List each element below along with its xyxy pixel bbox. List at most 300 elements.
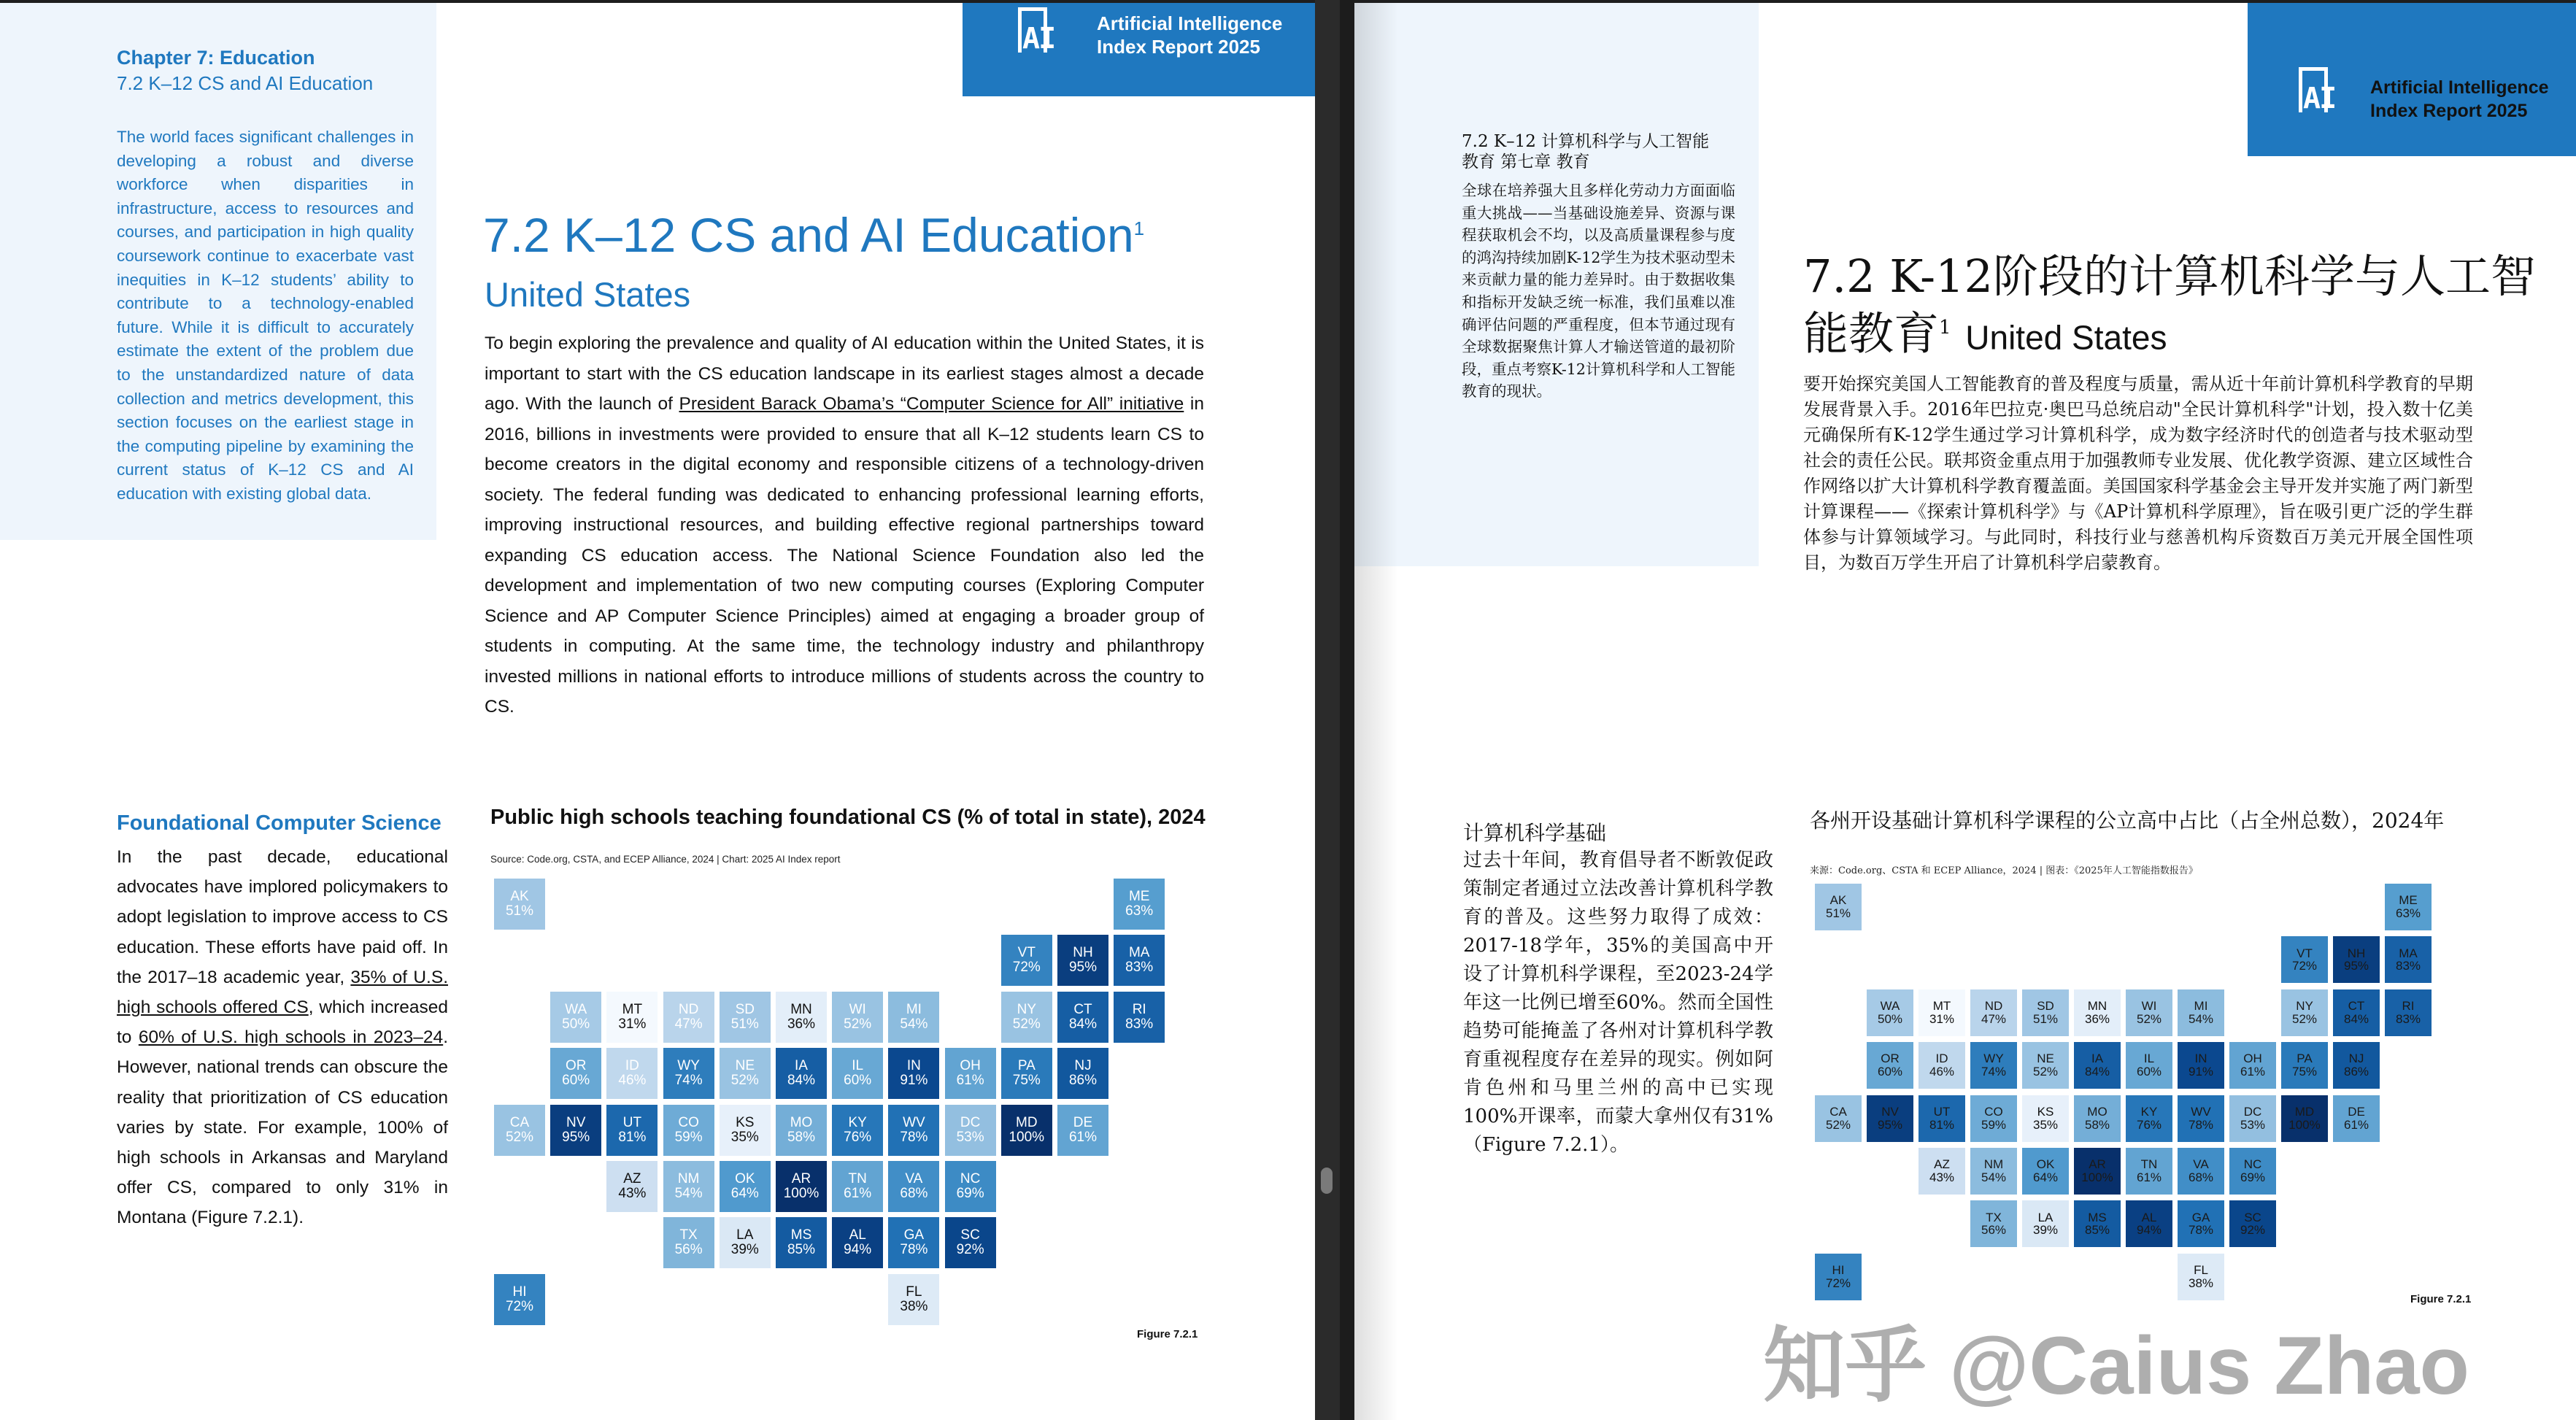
state-code: VT xyxy=(2297,946,2313,960)
state-tile-mi xyxy=(888,992,939,1043)
state-tile-ri xyxy=(1114,992,1165,1043)
state-code: VA xyxy=(2193,1157,2209,1172)
state-value: 68% xyxy=(2188,1170,2214,1184)
state-tile-dc xyxy=(2229,1095,2276,1142)
state-value: 31% xyxy=(1929,1011,1955,1026)
state-value: 84% xyxy=(787,1073,816,1089)
sidebar-summary-zh: 全球在培养强大且多样化劳动力方面面临重大挑战——当基础设施差异、资源与课程获取机会不均，以及高质量课程参与度的鸿沟持续加剧K-12学生为技术驱动型未来贡献力量的能力差异时。由于数据收集和指标开发缺乏统一标准，我们虽难以准确评估问题的严重程度，但本节通过现有全球数据聚焦计算人才输送管道的最初阶段，重点考察K-12计算机科学和人工智能教育的现状。 xyxy=(1462,182,1735,401)
state-code: WV xyxy=(2191,1104,2211,1119)
state-tile-ok xyxy=(720,1161,771,1212)
state-tile-ia xyxy=(2074,1042,2121,1089)
figure-label-zh: Figure 7.2.1 xyxy=(2410,1293,2472,1305)
state-tile-vt xyxy=(1001,935,1052,986)
state-code: MI xyxy=(2194,998,2208,1013)
intro-paragraph xyxy=(485,328,1204,722)
state-value: 100% xyxy=(783,1186,820,1201)
state-code: LA xyxy=(2037,1210,2054,1224)
state-code: NE xyxy=(2037,1052,2054,1066)
state-tile-dc xyxy=(945,1105,996,1156)
state-code: NM xyxy=(1983,1157,2004,1172)
state-tile-fl xyxy=(2178,1254,2224,1300)
state-value: 83% xyxy=(2395,1011,2421,1026)
state-tile-nd xyxy=(663,992,714,1043)
state-code: OK xyxy=(2036,1157,2055,1172)
state-code: WY xyxy=(677,1058,700,1074)
state-code: AZ xyxy=(623,1171,641,1187)
state-value: 95% xyxy=(1877,1117,1903,1132)
state-value: 83% xyxy=(2395,959,2421,973)
state-value: 51% xyxy=(505,903,534,919)
state-value: 68% xyxy=(900,1186,928,1201)
state-code: KY xyxy=(2140,1104,2158,1119)
state-value: 91% xyxy=(900,1073,928,1089)
state-tile-ms xyxy=(2074,1200,2121,1247)
state-code: NC xyxy=(960,1171,981,1187)
state-code: MT xyxy=(1932,998,1951,1013)
state-value: 84% xyxy=(2343,1011,2369,1026)
state-tile-ma xyxy=(2385,936,2432,983)
state-code: SC xyxy=(960,1227,980,1243)
state-tile-il xyxy=(2126,1042,2172,1089)
state-tile-hi xyxy=(1815,1254,1862,1300)
state-tile-ks xyxy=(720,1105,771,1156)
state-code: IN xyxy=(906,1058,921,1074)
state-value: 51% xyxy=(1825,906,1851,920)
state-value: 95% xyxy=(1068,960,1098,976)
state-value: 35% xyxy=(730,1129,759,1145)
chart-source-zh: 来源：Code.org、CSTA 和 ECEP Alliance，2024 | 图表：《2025年人工智能指数报告》 xyxy=(1810,865,2198,876)
state-code: VA xyxy=(905,1171,923,1187)
left-page xyxy=(0,3,1315,1420)
state-code: MO xyxy=(2087,1104,2108,1119)
state-value: 94% xyxy=(844,1242,872,1258)
state-code: NY xyxy=(1017,1001,1036,1017)
state-value: 72% xyxy=(1825,1276,1851,1290)
state-tile-tx xyxy=(663,1217,714,1268)
state-code: WI xyxy=(849,1001,866,1017)
state-value: 39% xyxy=(2032,1223,2059,1238)
state-code: ID xyxy=(1935,1052,1948,1066)
state-tile-vt xyxy=(2281,936,2328,983)
chart-title: Public high schools teaching foundational CS (% of total in state), 2024 xyxy=(490,806,1206,829)
state-value: 64% xyxy=(2032,1170,2059,1184)
state-value: 74% xyxy=(1981,1065,2007,1079)
logo-title xyxy=(2370,76,2549,123)
state-code: IN xyxy=(2194,1052,2207,1066)
state-value: 74% xyxy=(674,1073,703,1089)
state-tile-oh xyxy=(2229,1042,2276,1089)
state-value: 100% xyxy=(2288,1117,2321,1132)
state-code: AL xyxy=(849,1227,866,1243)
state-tile-al xyxy=(832,1217,883,1268)
state-tile-sc xyxy=(945,1217,996,1268)
state-tile-ca xyxy=(494,1105,545,1156)
state-code: HI xyxy=(1832,1262,1845,1277)
ai-index-logo xyxy=(963,3,1315,96)
state-code: FL xyxy=(2194,1262,2208,1277)
state-value: 58% xyxy=(787,1129,816,1145)
sidebar-heading-zh: 7.2 K–12 计算机科学与人工智能教育 第七章 教育 xyxy=(1462,132,1710,171)
ai-logo-glyph: AI xyxy=(2303,82,2336,115)
state-code: ND xyxy=(678,1001,699,1017)
state-code: NH xyxy=(1073,945,1093,961)
state-code: TN xyxy=(848,1171,867,1187)
state-tile-de xyxy=(2333,1095,2380,1142)
state-value: 81% xyxy=(1929,1117,1955,1132)
state-value: 52% xyxy=(1825,1117,1851,1132)
state-code: IA xyxy=(795,1058,808,1074)
state-code: SD xyxy=(735,1001,755,1017)
page-title-text: 7.2 K–12 CS and AI Education xyxy=(483,208,1134,262)
state-value: 43% xyxy=(1929,1170,1955,1184)
stat-2023-link[interactable]: 60% of U.S. high schools in 2023–24 xyxy=(138,1027,444,1048)
state-tile-al xyxy=(2126,1200,2172,1247)
state-tile-wy xyxy=(1970,1042,2017,1089)
state-value: 52% xyxy=(2291,1011,2318,1026)
state-code: PA xyxy=(1017,1058,1036,1074)
state-code: IL xyxy=(852,1058,864,1074)
state-value: 60% xyxy=(562,1073,590,1089)
state-value: 100% xyxy=(2081,1170,2113,1184)
state-tile-ri xyxy=(2385,989,2432,1036)
state-value: 61% xyxy=(956,1073,984,1089)
state-code: LA xyxy=(736,1227,754,1243)
logo-line1: Artificial Intelligence xyxy=(2370,77,2549,98)
state-value: 52% xyxy=(2136,1011,2162,1026)
state-value: 52% xyxy=(2032,1065,2059,1079)
state-code: MS xyxy=(790,1227,812,1243)
footnote-ref[interactable]: 1 xyxy=(1133,217,1145,239)
sidebar-box xyxy=(0,3,436,540)
state-tile-co xyxy=(1970,1095,2017,1142)
right-page xyxy=(1354,3,2576,1420)
state-tile-nc xyxy=(945,1161,996,1212)
foundational-text: . However, national trends can obscure the reality that prioritization of CS education varies by state. For example, 100% of high schools in Arkansas and Maryland offer CS, compared to only 31% in Montana (Figure 7.2.1). xyxy=(117,1027,448,1228)
state-value: 60% xyxy=(1877,1065,1903,1079)
state-tile-mo xyxy=(776,1105,827,1156)
state-value: 64% xyxy=(730,1186,759,1201)
state-code: NV xyxy=(566,1114,586,1130)
state-code: RI xyxy=(1132,1001,1146,1017)
state-tile-sd xyxy=(2022,989,2069,1036)
state-code: KS xyxy=(736,1114,755,1130)
state-code: VT xyxy=(1017,945,1036,961)
state-code: WI xyxy=(2141,998,2157,1013)
state-code: MN xyxy=(790,1001,812,1017)
state-value: 75% xyxy=(1012,1073,1041,1089)
state-tile-in xyxy=(2178,1042,2224,1089)
state-value: 38% xyxy=(2188,1276,2214,1290)
state-tile-ak xyxy=(1815,884,1862,930)
state-code: FL xyxy=(906,1284,922,1300)
state-value: 38% xyxy=(900,1298,928,1314)
state-tile-tn xyxy=(2126,1148,2172,1195)
foundational-cs-heading-zh: 计算机科学基础 xyxy=(1463,821,1607,845)
state-tile-md xyxy=(1001,1105,1052,1156)
state-code: MD xyxy=(2294,1104,2315,1119)
logo-title xyxy=(1097,12,1282,58)
state-value: 86% xyxy=(1068,1073,1098,1089)
state-value: 84% xyxy=(2084,1065,2110,1079)
state-tile-co xyxy=(663,1105,714,1156)
state-value: 51% xyxy=(730,1016,759,1032)
state-code: RI xyxy=(2402,998,2415,1013)
chapter-label: Chapter 7: Education xyxy=(117,47,315,69)
state-code: TX xyxy=(679,1227,698,1243)
state-code: GA xyxy=(2191,1210,2210,1224)
state-tile-mn xyxy=(2074,989,2121,1036)
state-value: 54% xyxy=(2188,1011,2214,1026)
page-title-text: 7.2 K-12阶段的计算机科学与人工智能教育 xyxy=(1803,250,2536,360)
state-value: 54% xyxy=(900,1016,928,1032)
state-tile-ar xyxy=(2074,1148,2121,1195)
state-code: NY xyxy=(2296,998,2313,1013)
state-value: 54% xyxy=(1981,1170,2007,1184)
state-code: OR xyxy=(565,1058,587,1074)
state-value: 47% xyxy=(674,1016,703,1032)
state-code: MA xyxy=(2399,946,2418,960)
state-value: 56% xyxy=(674,1242,703,1258)
state-value: 35% xyxy=(2032,1117,2059,1132)
state-tile-nc xyxy=(2229,1148,2276,1195)
state-code: AL xyxy=(2141,1210,2157,1224)
state-tile-mo xyxy=(2074,1095,2121,1142)
state-code: NJ xyxy=(1074,1058,1092,1074)
state-value: 47% xyxy=(1981,1011,2007,1026)
state-tile-tx xyxy=(1970,1200,2017,1247)
state-code: NJ xyxy=(2348,1052,2364,1066)
state-value: 61% xyxy=(844,1186,872,1201)
state-tile-me xyxy=(2385,884,2432,930)
state-tile-va xyxy=(888,1161,939,1212)
state-code: OR xyxy=(1881,1052,1900,1066)
state-tile-oh xyxy=(945,1048,996,1099)
state-code: KY xyxy=(848,1114,867,1130)
state-value: 94% xyxy=(2136,1223,2162,1238)
state-tile-pa xyxy=(1001,1048,1052,1099)
state-tile-ny xyxy=(1001,992,1052,1043)
state-tile-nh xyxy=(1057,935,1108,986)
state-tile-ak xyxy=(494,879,545,930)
state-code: MS xyxy=(2088,1210,2107,1224)
state-tile-wa xyxy=(550,992,601,1043)
state-code: ME xyxy=(2399,893,2418,908)
ai-index-logo-zh xyxy=(2248,3,2576,156)
state-tile-id xyxy=(1918,1042,1965,1089)
state-value: 100% xyxy=(1009,1129,1045,1145)
state-tile-in xyxy=(888,1048,939,1099)
state-value: 31% xyxy=(618,1016,647,1032)
state-value: 78% xyxy=(900,1242,928,1258)
state-value: 52% xyxy=(505,1129,534,1145)
state-value: 61% xyxy=(2343,1117,2369,1132)
state-tile-ma xyxy=(1114,935,1165,986)
state-value: 81% xyxy=(618,1129,647,1145)
state-tile-ct xyxy=(2333,989,2380,1036)
state-tile-mt xyxy=(606,992,658,1043)
state-tile-la xyxy=(2022,1200,2069,1247)
state-code: CT xyxy=(1073,1001,1092,1017)
page-title-zh xyxy=(1803,251,2562,363)
state-code: TX xyxy=(1986,1210,2002,1224)
state-tile-ne xyxy=(720,1048,771,1099)
state-code: NM xyxy=(677,1171,700,1187)
state-code: GA xyxy=(903,1227,925,1243)
state-value: 51% xyxy=(2032,1011,2059,1026)
state-tile-ky xyxy=(2126,1095,2172,1142)
scrollbar-thumb[interactable] xyxy=(1321,1168,1333,1194)
state-value: 83% xyxy=(1125,960,1154,976)
state-code: NE xyxy=(735,1058,755,1074)
state-tile-mt xyxy=(1918,989,1965,1036)
state-code: OK xyxy=(735,1171,755,1187)
state-value: 63% xyxy=(2395,906,2421,920)
state-value: 54% xyxy=(674,1186,703,1201)
watermark: 知乎 @Caius Zhao xyxy=(1763,1320,2469,1411)
state-tile-wa xyxy=(1867,989,1913,1036)
state-code: NC xyxy=(2243,1157,2262,1172)
state-tile-wi xyxy=(2126,989,2172,1036)
state-value: 61% xyxy=(2136,1170,2162,1184)
stat-2017-link[interactable]: 35% of U.S. high schools offered CS xyxy=(117,967,448,1018)
state-tile-az xyxy=(606,1161,658,1212)
state-code: OH xyxy=(2243,1052,2262,1066)
state-code: DE xyxy=(2348,1104,2365,1119)
page-title xyxy=(483,207,1144,263)
state-tile-id xyxy=(606,1048,658,1099)
foundational-text: In the past decade, educational advocates have implored policymakers to adopt legislation to improve access to CS education. These efforts have paid off. In the 2017–18 academic year, xyxy=(117,847,448,987)
state-code: CA xyxy=(509,1114,530,1130)
state-code: DC xyxy=(960,1114,981,1130)
intro-paragraph-zh: 要开始探究美国人工智能教育的普及程度与质量，需从近十年前计算机科学教育的早期发展背景入手。2016年巴拉克·奥巴马总统启动"全民计算机科学"计划，投入数十亿美元确保所有K-12学生通过学习计算机科学，成为数字经济时代的创造者与技术驱动型社会的责任公民。联邦资金重点用于加强教师专业发展、优化教学资源、建立区域性合作网络以扩大计算机科学教育覆盖面。美国国家科学基金会主导开发并实施了两门新型计算课程——《探索计算机科学》与《AP计算机科学原理》，旨在吸引更广泛的学生群体参与计算领域学习。与此同时，科技行业与慈善机构斥资数百万美元开展全国性项目，为数百万学生开启了计算机科学启蒙教育。 xyxy=(1803,374,2473,573)
state-value: 86% xyxy=(2343,1065,2369,1079)
state-code: MN xyxy=(2087,998,2108,1013)
state-code: SD xyxy=(2037,998,2054,1013)
state-value: 59% xyxy=(1981,1117,2007,1132)
state-code: TN xyxy=(2140,1157,2158,1172)
chart-title-zh: 各州开设基础计算机科学课程的公立高中占比（占全州总数），2024年 xyxy=(1810,809,2445,833)
state-value: 36% xyxy=(787,1016,816,1032)
state-value: 46% xyxy=(618,1073,647,1089)
foundational-cs-heading: Foundational Computer Science xyxy=(117,811,441,835)
state-tile-va xyxy=(2178,1148,2224,1195)
state-tile-ok xyxy=(2022,1148,2069,1195)
state-code: MI xyxy=(906,1001,922,1017)
state-code: CO xyxy=(1984,1104,2003,1119)
state-tile-wy xyxy=(663,1048,714,1099)
state-code: CT xyxy=(2348,998,2365,1013)
state-tile-or xyxy=(1867,1042,1913,1089)
state-tile-az xyxy=(1918,1148,1965,1195)
cs-for-all-link[interactable]: President Barack Obama’s “Computer Science for All” initiative xyxy=(679,394,1184,414)
state-value: 61% xyxy=(1068,1129,1098,1145)
state-tile-ga xyxy=(2178,1200,2224,1247)
state-tile-nm xyxy=(663,1161,714,1212)
state-code: DC xyxy=(2243,1104,2262,1119)
foundational-cs-paragraph xyxy=(117,842,448,1233)
foundational-text: , which increased to xyxy=(117,998,448,1048)
state-value: 60% xyxy=(2136,1065,2162,1079)
state-value: 72% xyxy=(1012,960,1041,976)
state-value: 78% xyxy=(2188,1117,2214,1132)
page-subtitle: United States xyxy=(485,275,691,314)
state-value: 85% xyxy=(2084,1223,2110,1238)
state-tile-ia xyxy=(776,1048,827,1099)
ai-logo-glyph: AI xyxy=(1022,22,1055,55)
state-value: 58% xyxy=(2084,1117,2110,1132)
state-value: 92% xyxy=(956,1242,984,1258)
state-value: 92% xyxy=(2240,1223,2266,1238)
state-value: 95% xyxy=(2343,959,2369,973)
state-tile-nd xyxy=(1970,989,2017,1036)
state-code: ND xyxy=(1984,998,2003,1013)
state-code: CA xyxy=(1829,1104,1847,1119)
state-tile-nj xyxy=(1057,1048,1108,1099)
logo-line2: Index Report 2025 xyxy=(1097,36,1260,58)
state-code: SC xyxy=(2244,1210,2261,1224)
state-code: CO xyxy=(678,1114,699,1130)
state-value: 52% xyxy=(730,1073,759,1089)
state-tile-sc xyxy=(2229,1200,2276,1247)
state-value: 46% xyxy=(1929,1065,1955,1079)
state-value: 56% xyxy=(1981,1223,2007,1238)
state-tile-fl xyxy=(888,1274,939,1325)
state-code: MO xyxy=(790,1114,813,1130)
state-tile-hi xyxy=(494,1274,545,1325)
state-value: 61% xyxy=(2240,1065,2266,1079)
state-value: 69% xyxy=(2240,1170,2266,1184)
state-tile-ar xyxy=(776,1161,827,1212)
state-value: 72% xyxy=(505,1298,534,1314)
state-tile-wi xyxy=(832,992,883,1043)
state-code: ME xyxy=(1128,889,1150,905)
state-tile-ut xyxy=(606,1105,658,1156)
state-code: AK xyxy=(1829,893,1847,908)
state-tile-il xyxy=(832,1048,883,1099)
state-tile-md xyxy=(2281,1095,2328,1142)
state-tile-sd xyxy=(720,992,771,1043)
state-code: AZ xyxy=(1934,1157,1950,1172)
state-value: 78% xyxy=(2188,1223,2214,1238)
foundational-cs-paragraph-zh: 过去十年间，教育倡导者不断敦促政策制定者通过立法改善计算机科学教育的普及。这些努力取得了成效：2017-18学年，35%的美国高中开设了计算机科学课程，至2023-24学年这一比例已增至60%。然而全国性趋势可能掩盖了各州对计算机科学教育重视程度存在差异的现实。例如阿肯色州和马里兰州的高中已实现100%开课率，而蒙大拿州仅有31%（Figure 7.2.1）。 xyxy=(1463,849,1773,1156)
state-code: WA xyxy=(1880,998,1900,1013)
state-value: 39% xyxy=(730,1242,759,1258)
state-code: OH xyxy=(960,1058,981,1074)
state-code: WA xyxy=(565,1001,587,1017)
state-value: 75% xyxy=(2291,1065,2318,1079)
state-value: 78% xyxy=(900,1129,928,1145)
footnote-ref[interactable]: 1 xyxy=(1939,317,1951,339)
logo-line1: Artificial Intelligence xyxy=(1097,12,1283,34)
state-code: HI xyxy=(512,1284,527,1300)
state-value: 36% xyxy=(2084,1011,2110,1026)
state-code: MT xyxy=(622,1001,643,1017)
state-code: ID xyxy=(625,1058,639,1074)
state-tile-ky xyxy=(832,1105,883,1156)
page-subtitle: United States xyxy=(1965,318,2167,357)
state-value: 85% xyxy=(787,1242,816,1258)
state-code: UT xyxy=(622,1114,642,1130)
state-code: IL xyxy=(2143,1052,2155,1066)
state-tile-wv xyxy=(888,1105,939,1156)
state-value: 59% xyxy=(674,1129,703,1145)
state-code: UT xyxy=(1933,1104,1951,1119)
sidebar-box-zh xyxy=(1354,3,1759,566)
state-tile-pa xyxy=(2281,1042,2328,1089)
state-tile-nv xyxy=(550,1105,601,1156)
state-code: AR xyxy=(791,1171,811,1187)
state-value: 50% xyxy=(562,1016,590,1032)
